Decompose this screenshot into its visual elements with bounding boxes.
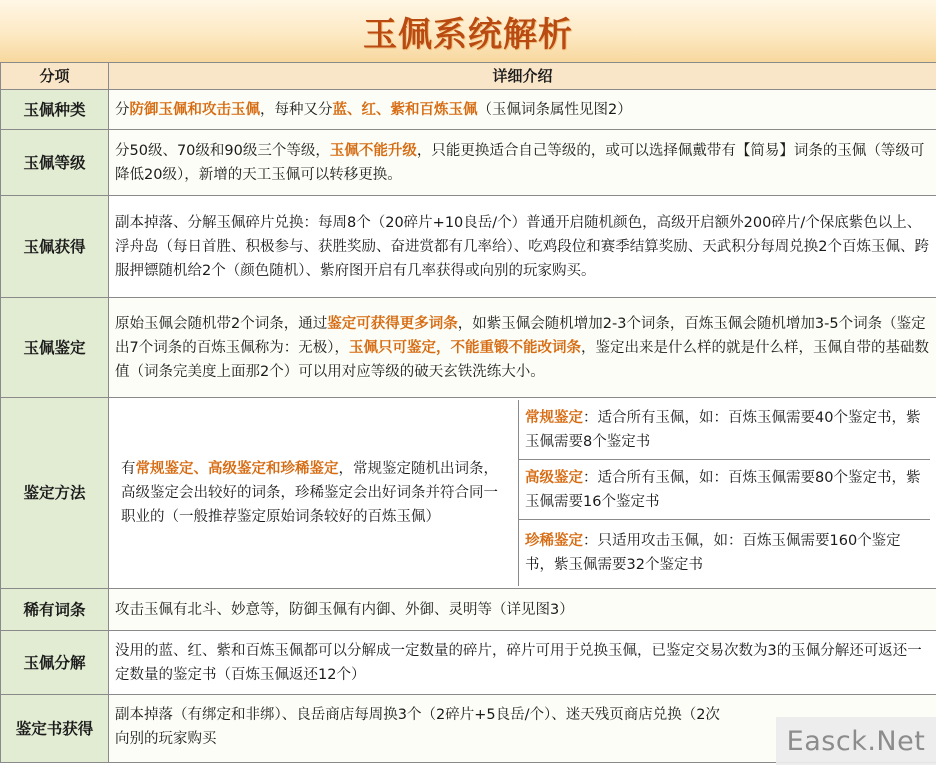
highlight-text: 珍稀鉴定 (525, 533, 583, 549)
row-label: 玉佩等级 (1, 130, 109, 196)
method-split (115, 400, 930, 586)
text: （玉佩词条属性见图2） (477, 101, 632, 118)
highlight-text: 玉佩只可鉴定，不能重锻不能改词条 (348, 339, 581, 356)
highlight-text: 蓝、红、紫和百炼玉佩 (332, 101, 478, 118)
table-header-row (1, 63, 936, 90)
text: ：只适用攻击玉佩，如：百炼玉佩需要160个鉴定书，紫玉佩需要32个鉴定书 (525, 533, 901, 573)
row-label: 鉴定书获得 (1, 695, 109, 763)
text: ，只能更换适合自己等级的，或可以选择佩戴带有【简易】词条的玉佩（等级可降低20级），新增的天工玉佩可以转移更换。 (115, 142, 925, 183)
method-summary (115, 400, 519, 586)
row-content (109, 90, 936, 130)
text: ：适合所有玉佩，如：百炼玉佩需要80个鉴定书，紫玉佩需要16个鉴定书 (525, 469, 921, 510)
text: ，鉴定出来是什么样的就是什么样，玉佩自带的基础数值（词条完美度上面那2个）可以用对应等级的破天玄铁洗练大小。 (115, 339, 929, 380)
table-row (1, 631, 936, 695)
text: 有 (121, 461, 136, 477)
row-content: 没用的蓝、红、紫和百炼玉佩都可以分解成一定数量的碎片，碎片可用于兑换玉佩，已鉴定交易次数为3的玉佩分解还可返还一定数量的鉴定书（百炼玉佩返还12个） (109, 631, 936, 695)
text: 副本掉落（有绑定和非绑）、良岳商店每周换3个（2碎片+5良岳/个）、迷天残页商店兑换（2次 (115, 707, 720, 723)
page-title: 玉佩系统解析 (363, 14, 573, 55)
text: 分 (115, 101, 130, 118)
row-label: 玉佩种类 (1, 90, 109, 130)
method-rare (519, 520, 930, 586)
row-label: 稀有词条 (1, 589, 109, 631)
row-content (109, 298, 936, 398)
table-row (1, 398, 936, 589)
text: ，常规鉴定随机出词条，高级鉴定会出较好的词条，珍稀鉴定会出好词条并符合同一职业的（一般推荐鉴定原始词条较好的百炼玉佩） (121, 461, 498, 525)
text: ，如紫玉佩会随机增加2-3个词条，百炼玉佩会随机增加3-5个词条（鉴定出7个词条的百炼玉佩称为：无极）， (115, 315, 926, 356)
row-content: 攻击玉佩有北斗、妙意等，防御玉佩有内御、外御、灵明等（详见图3） (109, 589, 936, 631)
info-table (0, 62, 936, 763)
text: 分50级、70级和90级三个等级， (115, 142, 330, 159)
row-label: 玉佩分解 (1, 631, 109, 695)
title-banner (0, 0, 936, 63)
row-content (109, 398, 936, 589)
highlight-text: 防御玉佩和攻击玉佩 (129, 101, 260, 118)
row-label: 玉佩鉴定 (1, 298, 109, 398)
table-row (1, 196, 936, 298)
table-row (1, 589, 936, 631)
method-details (519, 400, 930, 586)
header-category: 分项 (1, 63, 109, 90)
text: 向别的玩家购买 (115, 731, 217, 747)
highlight-text: 常规鉴定、高级鉴定和珍稀鉴定 (135, 461, 339, 477)
table-row (1, 130, 936, 196)
text: 原始玉佩会随机带2个词条，通过 (115, 315, 328, 332)
highlight-text: 常规鉴定 (525, 409, 583, 426)
method-regular (519, 400, 930, 460)
row-label: 鉴定方法 (1, 398, 109, 589)
highlight-text: 鉴定可获得更多词条 (327, 315, 458, 332)
highlight-text: 高级鉴定 (525, 469, 583, 486)
watermark-logo: Easck.Net (776, 717, 936, 765)
header-details: 详细介绍 (109, 63, 936, 90)
row-label: 玉佩获得 (1, 196, 109, 298)
table-row (1, 298, 936, 398)
table-row (1, 90, 936, 130)
method-advanced (519, 460, 930, 520)
row-content: 副本掉落、分解玉佩碎片兑换：每周8个（20碎片+10良岳/个）普通开启随机颜色，高级开启额外200碎片/个保底紫色以上、浮舟岛（每日首胜、积极参与、获胜奖励、奋进赏都有几率给）、吃鸡段位和赛季结算奖励、天武积分每周兑换2个百炼玉佩、跨服押镖随机给2个（颜色随机）、紫府图开启有几率获得或向别的玩家购买。 (109, 196, 936, 298)
row-content (109, 130, 936, 196)
text: ，每种又分 (260, 101, 333, 118)
highlight-text: 玉佩不能升级 (329, 142, 417, 159)
text: ：适合所有玉佩，如：百炼玉佩需要40个鉴定书，紫玉佩需要8个鉴定书 (525, 409, 921, 450)
